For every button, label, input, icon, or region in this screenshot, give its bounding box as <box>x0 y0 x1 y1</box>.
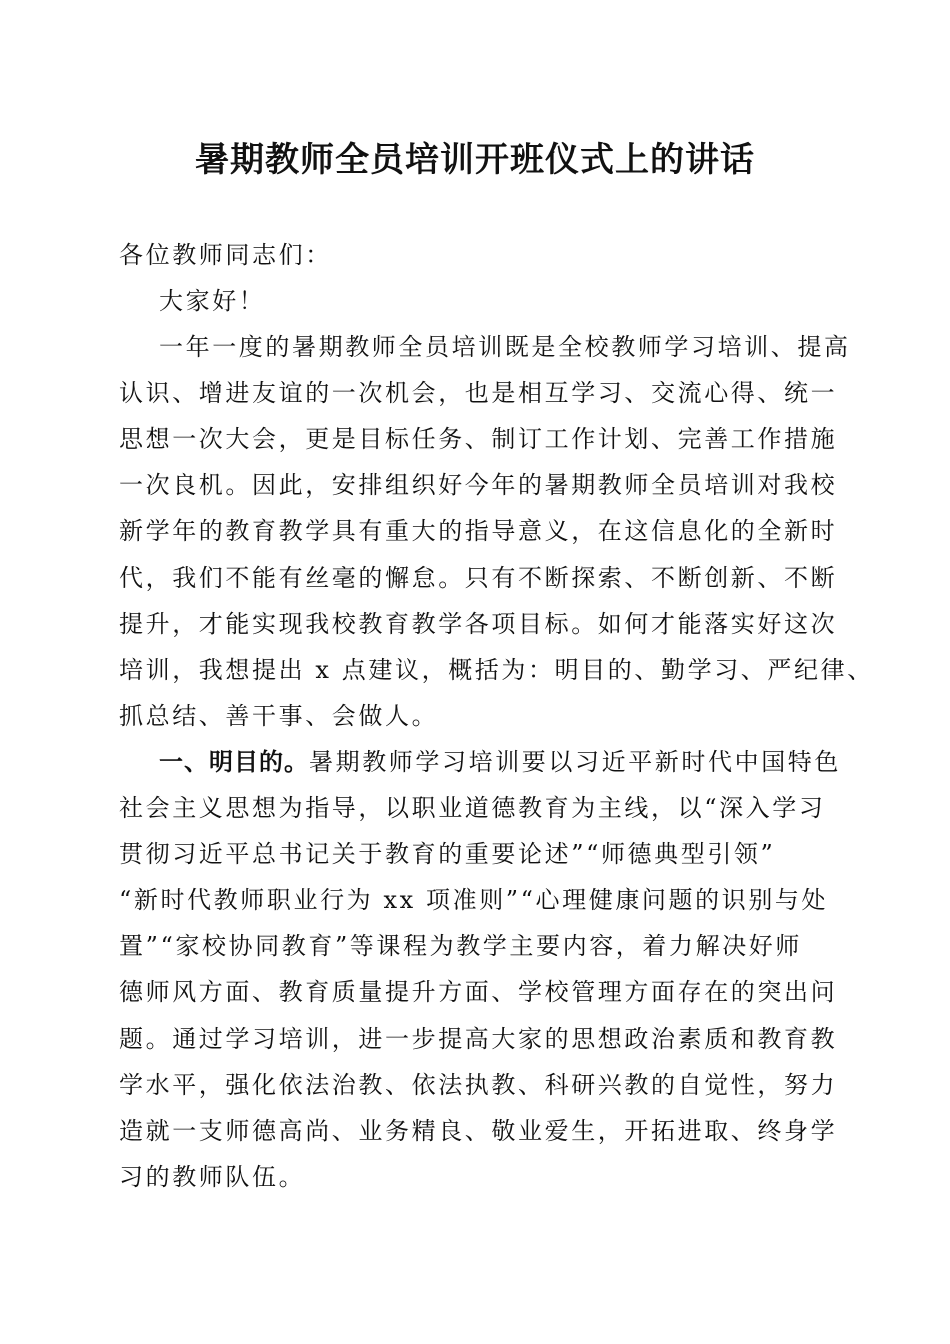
section-1-paragraph <box>119 739 841 1200</box>
section-1-heading: 一、明目的。 <box>159 747 309 776</box>
salutation: 各位教师同志们： <box>119 241 332 269</box>
paragraph-line: 新学年的教育教学具有重大的指导意义，在这信息化的全新时 <box>119 517 838 546</box>
section-1-first-line-text: 暑期教师学习培训要以习近平新时代中国特色 <box>309 747 841 776</box>
paragraph-line: 抓总结、善干事、会做人。 <box>119 701 439 730</box>
paragraph-line: 认识、增进友谊的一次机会，也是相互学习、交流心得、统一 <box>119 379 838 408</box>
paragraph-line: 题。通过学习培训，进一步提高大家的思想政治素质和教育教 <box>119 1024 838 1053</box>
paragraph-line: 提升，才能实现我校教育教学各项目标。如何才能落实好这次 <box>119 609 838 638</box>
paragraph-line: 一次良机。因此，安排组织好今年的暑期教师全员培训对我校 <box>119 471 838 500</box>
paragraph-line: 置”“家校协同教育”等课程为教学主要内容，着力解决好师 <box>119 932 803 961</box>
document-body <box>119 232 874 1200</box>
paragraph-line: 德师风方面、教育质量提升方面、学校管理方面存在的突出问 <box>119 978 838 1007</box>
paragraph-line: 造就一支师德高尚、业务精良、敬业爱生，开拓进取、终身学 <box>119 1116 838 1145</box>
paragraph-line: 社会主义思想为指导，以职业道德教育为主线，以“深入学习 <box>119 794 826 823</box>
paragraph-line: 思想一次大会，更是目标任务、制订工作计划、完善工作措施 <box>119 425 838 454</box>
paragraph-line: 培训，我想提出 x 点建议，概括为：明目的、勤学习、严纪律、 <box>119 655 874 684</box>
intro-paragraph <box>119 324 874 739</box>
document-title: 暑期教师全员培训开班仪式上的讲话 <box>195 140 755 180</box>
paragraph-line: 一年一度的暑期教师全员培训既是全校教师学习培训、提高 <box>159 333 851 362</box>
paragraph-line: 代，我们不能有丝毫的懈怠。只有不断探索、不断创新、不断 <box>119 563 838 592</box>
paragraph-line: 习的教师队伍。 <box>119 1162 306 1191</box>
paragraph-line: 贯彻习近平总书记关于教育的重要论述”“师德典型引领” <box>119 840 776 869</box>
greeting: 大家好！ <box>159 287 266 315</box>
paragraph-line: 学水平，强化依法治教、依法执教、科研兴教的自觉性，努力 <box>119 1070 838 1099</box>
section-1-first-line <box>119 739 841 785</box>
paragraph-line: “新时代教师职业行为 xx 项准则”“心理健康问题的识别与处 <box>119 886 829 915</box>
